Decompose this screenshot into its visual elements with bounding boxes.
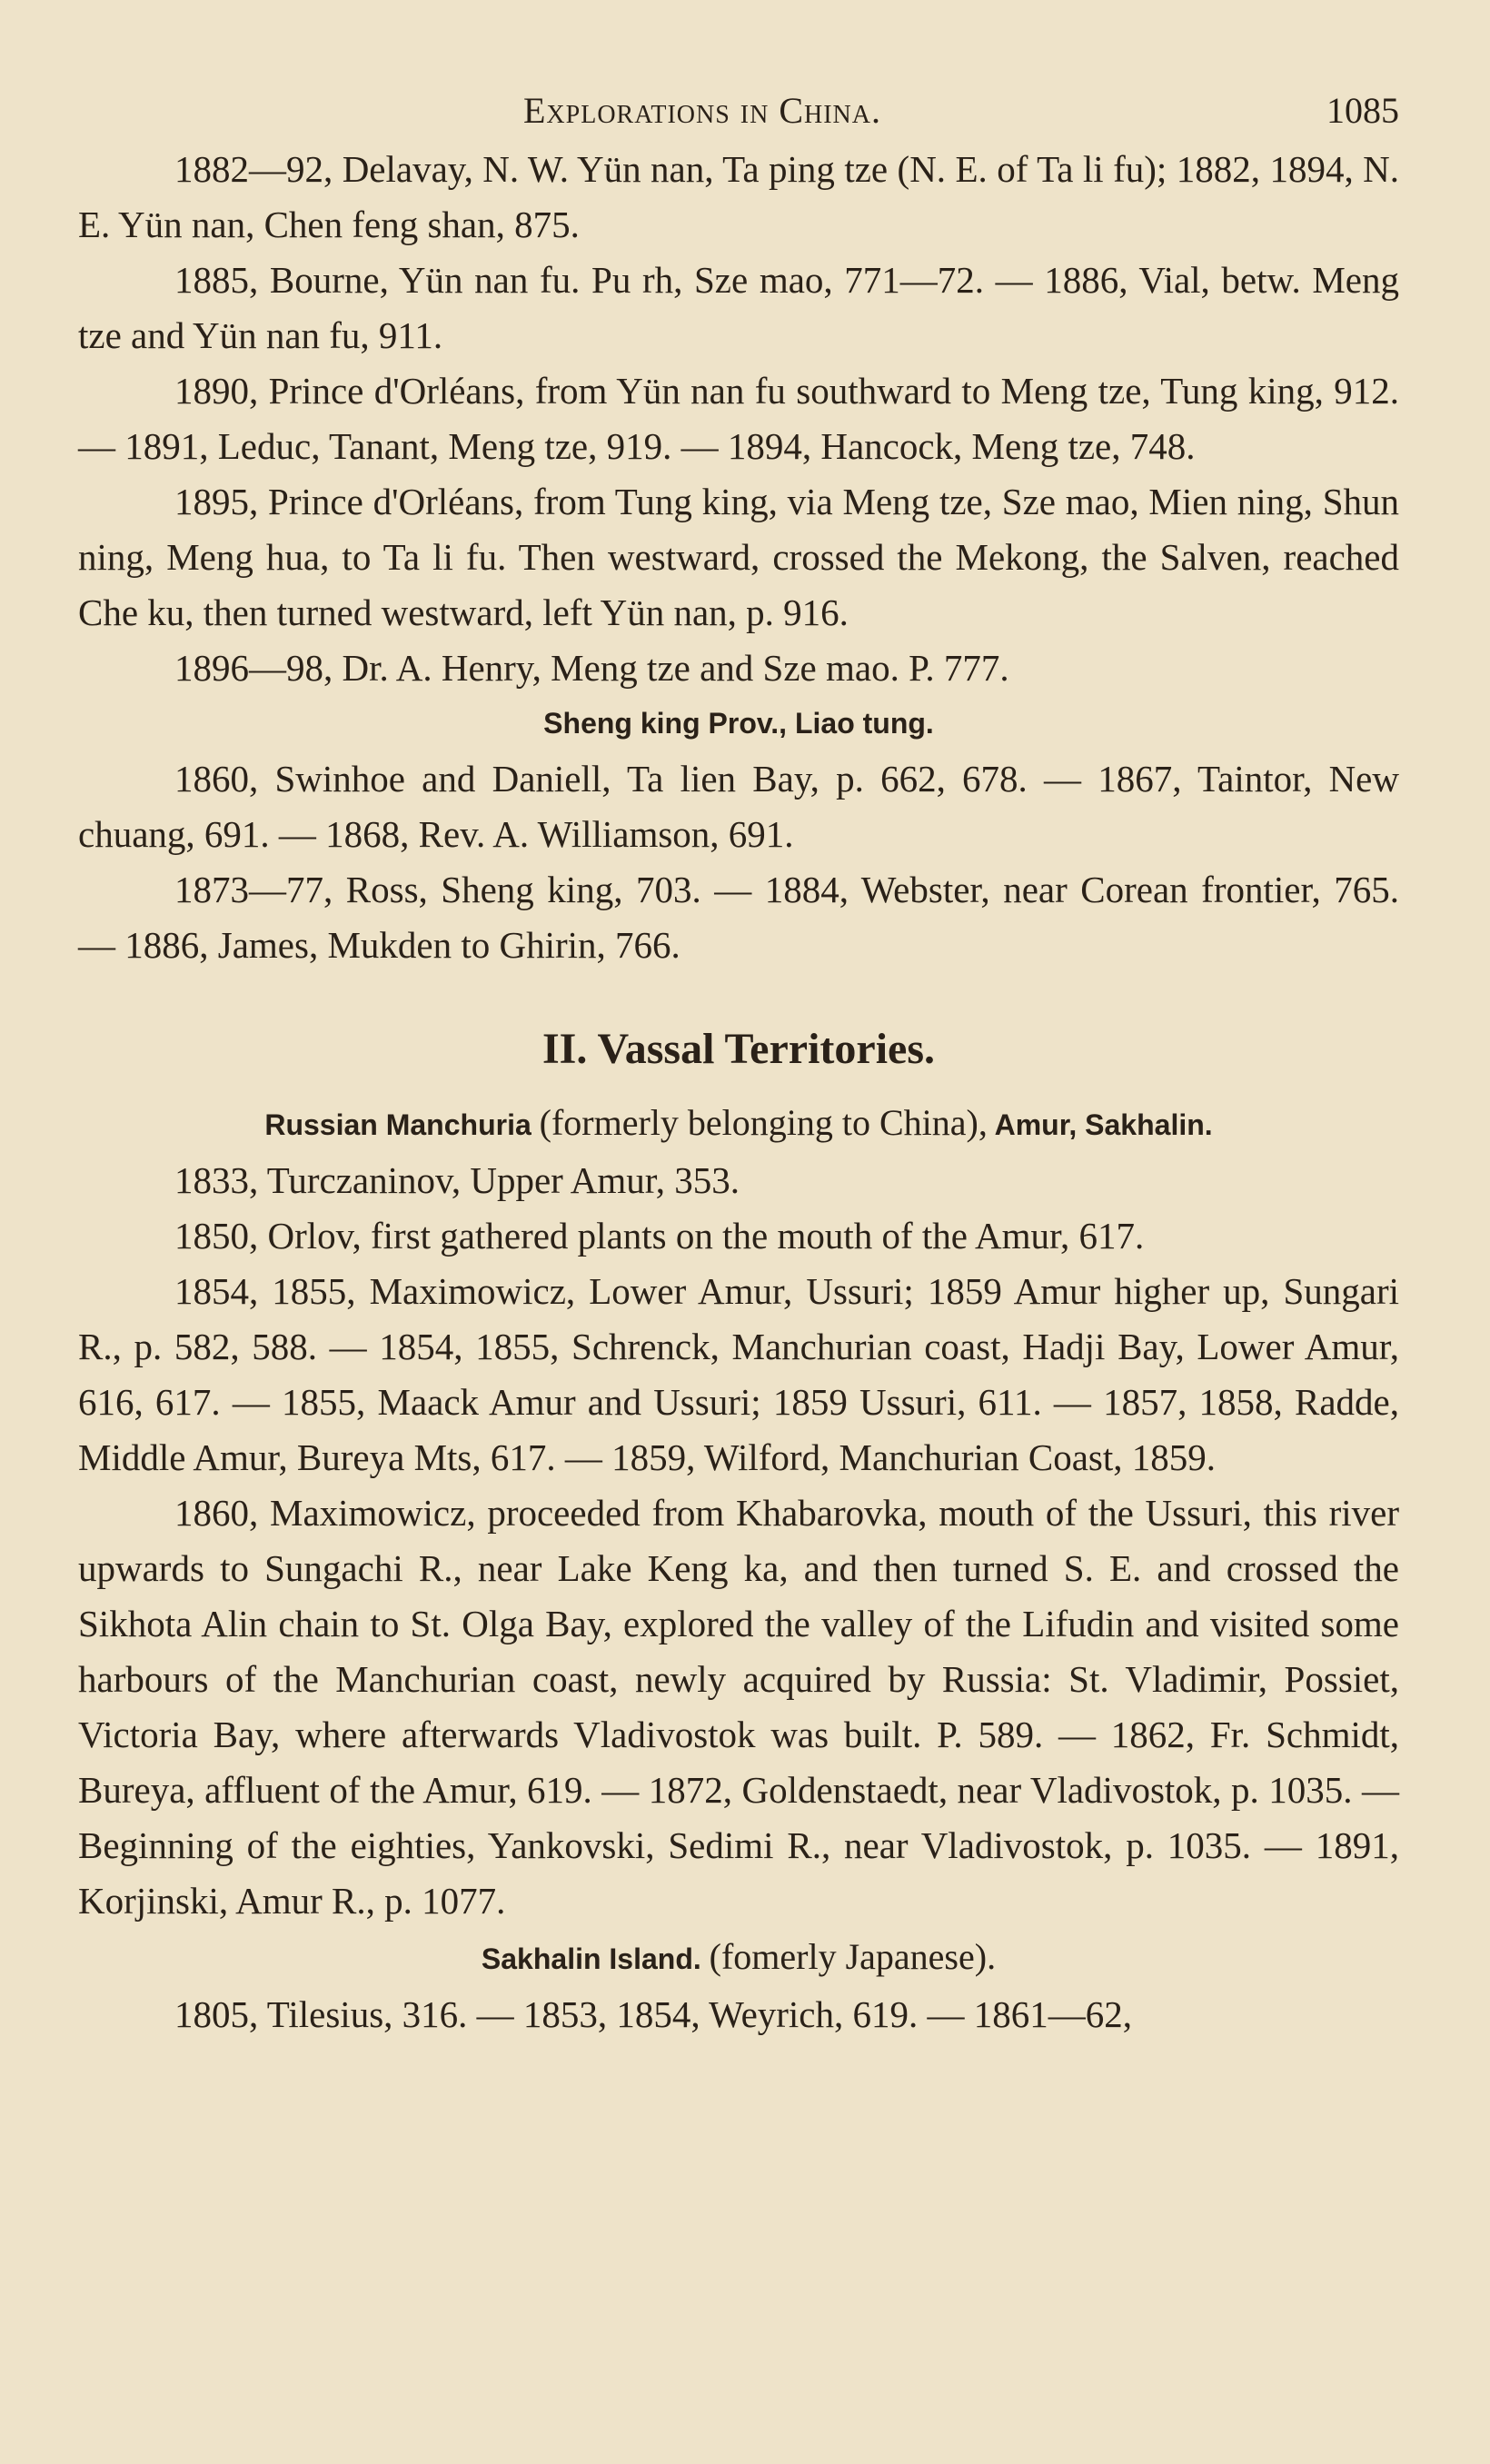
- running-title: Explorations in China.: [523, 90, 881, 131]
- section-title: II. Vassal Territories.: [541, 1025, 936, 1073]
- subheading-bold-part: Amur, Sakhalin.: [994, 1108, 1213, 1141]
- paragraph: 1805, Tilesius, 316. — 1853, 1854, Weyrich, 619. — 1861—62,: [174, 1993, 1133, 2035]
- paragraph: 1850, Orlov, first gathered plants on the mouth of the Amur, 617.: [174, 1215, 1145, 1257]
- subheading-sakhalin: [78, 1929, 1399, 1987]
- subheading-bold-part: Sakhalin Island.: [481, 1942, 701, 1975]
- paragraph: 1860, Maximowicz, proceeded from Khabarovka, mouth of the Ussuri, this river upwards to Sungachi R., near Lake Keng ka, and then turned S. E. and crossed the Sikhota Alin chain to St. Olga Bay, explored the valley of the Lifudin and visited some harbours of the Manchurian coast, newly acquired by Russia: St. Vladimir, Possiet, Victoria Bay, where afterwards Vladivostok was built. P. 589. — 1862, Fr. Schmidt, Bureya, affluent of the Amur, 619. — 1872, Goldenstaedt, near Vladivostok, p. 1035. — Beginning of the eighties, Yankovski, Sedimi R., near Vladivostok, p. 1035. — 1891, Korjinski, Amur R., p. 1077.: [78, 1492, 1399, 1922]
- subheading-plain-part: (fomerly Japanese).: [709, 1936, 997, 1977]
- running-head: [78, 78, 1399, 142]
- subheading-russian-manchuria: [78, 1095, 1399, 1153]
- paragraph: 1896—98, Dr. A. Henry, Meng tze and Sze mao. P. 777.: [174, 647, 1009, 689]
- subheading-plain-part: (formerly belonging to China),: [539, 1102, 988, 1143]
- subheading-bold-part: Russian Manchuria: [264, 1108, 531, 1141]
- subheading-sheng-king: Sheng king Prov., Liao tung.: [543, 707, 934, 740]
- paragraph: 1873—77, Ross, Sheng king, 703. — 1884, Webster, near Corean frontier, 765. — 1886, James, Mukden to Ghirin, 766.: [78, 869, 1399, 966]
- paragraph: 1890, Prince d'Orléans, from Yün nan fu southward to Meng tze, Tung king, 912. — 1891, Leduc, Tanant, Meng tze, 919. — 1894, Hancock, Meng tze, 748.: [78, 370, 1399, 467]
- paragraph: 1885, Bourne, Yün nan fu. Pu rh, Sze mao, 771—72. — 1886, Vial, betw. Meng tze and Yün nan fu, 911.: [78, 259, 1399, 356]
- paragraph: 1833, Turczaninov, Upper Amur, 353.: [174, 1159, 740, 1201]
- paragraph: 1895, Prince d'Orléans, from Tung king, via Meng tze, Sze mao, Mien ning, Shun ning, Meng hua, to Ta li fu. Then westward, crossed the Mekong, the Salven, reached Che ku, then turned westward, left Yün nan, p. 916.: [78, 481, 1399, 633]
- page-number: 1085: [1326, 90, 1399, 131]
- text-block: [78, 142, 1399, 2042]
- paragraph: 1882—92, Delavay, N. W. Yün nan, Ta ping tze (N. E. of Ta li fu); 1882, 1894, N. E. Yün nan, Chen feng shan, 875.: [78, 148, 1399, 245]
- paragraph: 1854, 1855, Maximowicz, Lower Amur, Ussuri; 1859 Amur higher up, Sungari R., p. 582, 588. — 1854, 1855, Schrenck, Manchurian coast, Hadji Bay, Lower Amur, 616, 617. — 1855, Maack Amur and Ussuri; 1859 Ussuri, 611. — 1857, 1858, Radde, Middle Amur, Bureya Mts, 617. — 1859, Wilford, Manchurian Coast, 1859.: [78, 1270, 1399, 1478]
- paragraph: 1860, Swinhoe and Daniell, Ta lien Bay, p. 662, 678. — 1867, Taintor, New chuang, 691. — 1868, Rev. A. Williamson, 691.: [78, 758, 1399, 855]
